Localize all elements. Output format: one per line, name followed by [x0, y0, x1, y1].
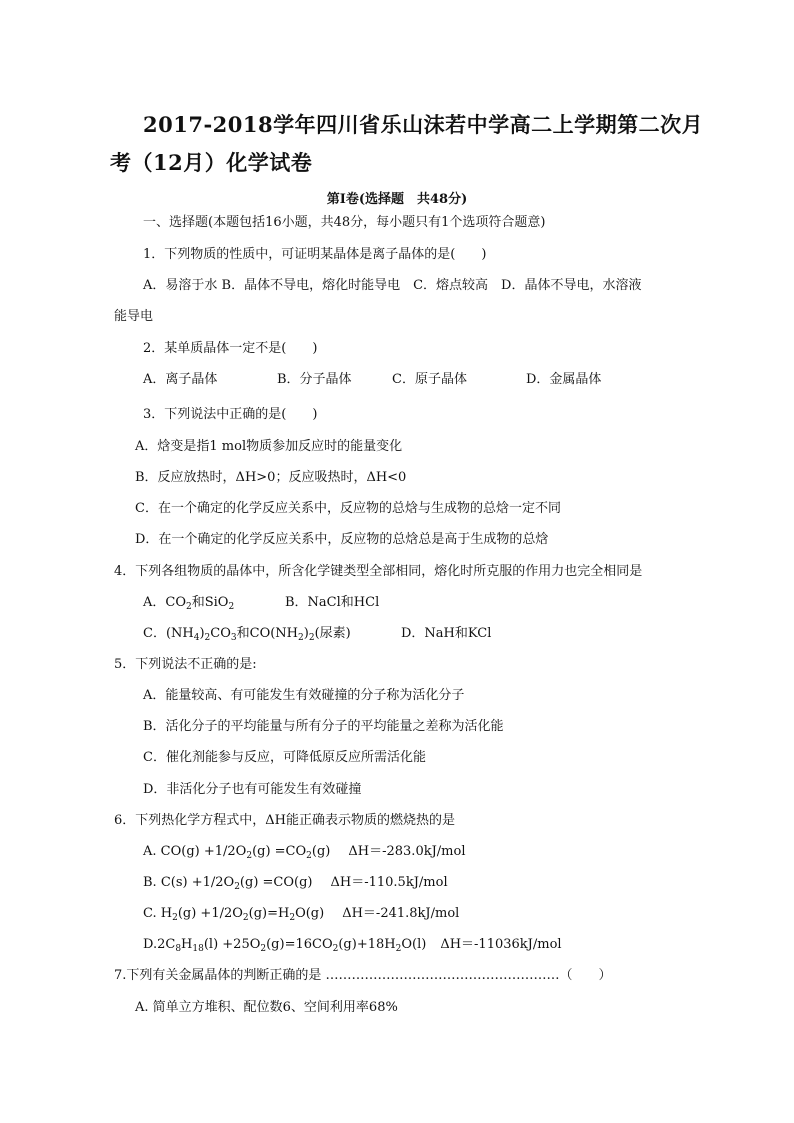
question-4-stem: 4．下列各组物质的晶体中，所含化学键类型全部相同，熔化时所克服的作用力也完全相同是 [114, 564, 643, 579]
question-2-option-a: A．离子晶体 [143, 372, 218, 387]
question-1-options-cont: 能导电 [114, 309, 154, 324]
question-3-option-c: C．在一个确定的化学反应关系中，反应物的总焓与生成物的总焓一定不同 [135, 501, 561, 516]
question-5-option-a: A．能量较高、有可能发生有效碰撞的分子称为活化分子 [143, 688, 465, 703]
question-1-options: A．易溶于水 B．晶体不导电，熔化时能导电 C．熔点较高 D．晶体不导电，水溶液 [143, 278, 642, 293]
question-1-stem: 1．下列物质的性质中，可证明某晶体是离子晶体的是( ) [143, 247, 487, 262]
question-2-option-b: B．分子晶体 [277, 372, 352, 387]
question-6-option-c: C. $H_2(g) +1/2O_2(g)=H_2O(g)$ ΔH＝-241.8kJ/mol [143, 906, 460, 923]
section-heading: 第Ⅰ卷(选择题 共48分) [326, 192, 468, 207]
instructions: 一、选择题(本题包括16小题，共48分，每小题只有1个选项符合题意) [143, 215, 546, 230]
question-4-option-b: B．NaCl和HCl [285, 595, 380, 610]
question-3-option-b: B．反应放热时，ΔH>0；反应吸热时，ΔH<0 [135, 470, 407, 485]
question-2-option-c: C．原子晶体 [392, 372, 467, 387]
question-5-stem: 5．下列说法不正确的是: [114, 657, 257, 672]
question-3-option-d: D．在一个确定的化学反应关系中，反应物的总焓总是高于生成物的总焓 [135, 532, 549, 547]
question-6-option-a: A. $CO(g) +1/2O_2(g) =CO_2(g)$ ΔH＝-283.0kJ/mol [143, 844, 466, 861]
question-6-option-d: $D.2C_8H_{18}(l) +25O_2(g)=16CO_2(g)+18H_2O(l)$ ΔH＝-11036kJ/mol [143, 937, 562, 954]
question-5-option-b: B．活化分子的平均能量与所有分子的平均能量之差称为活化能 [143, 719, 504, 734]
question-5-option-d: D．非活化分子也有可能发生有效碰撞 [143, 782, 362, 797]
question-2-stem: 2．某单质晶体一定不是( ) [143, 341, 318, 356]
question-5-option-c: C．催化剂能参与反应，可降低原反应所需活化能 [143, 750, 426, 765]
question-6-option-b: B. $C(s) +1/2O_2(g) =CO(g)$ ΔH＝-110.5kJ/mol [143, 875, 448, 892]
document-title-line-1: 2017-2018学年四川省乐山沫若中学高二上学期第二次月 [143, 112, 704, 137]
question-4-option-c: C．$(NH_4)_2CO_3$和$CO(NH_2)_2$(尿素) [143, 626, 351, 643]
document-title-line-2: 考（12月）化学试卷 [110, 150, 313, 175]
question-4-option-d: D．NaH和KCl [401, 626, 492, 641]
question-3-stem: 3．下列说法中正确的是( ) [143, 407, 318, 422]
question-2-option-d: D．金属晶体 [526, 372, 602, 387]
question-3-option-a: A．焓变是指1 mol物质参加反应时的能量变化 [135, 439, 403, 454]
question-6-stem: 6．下列热化学方程式中，ΔH能正确表示物质的燃烧热的是 [114, 813, 455, 828]
question-7-stem: 7.下列有关金属晶体的判断正确的是 ………………………………………………（ ） [114, 968, 612, 983]
question-7-option-a: A. 简单立方堆积、配位数6、空间利用率68% [135, 1000, 398, 1015]
question-4-option-a: A．$CO_2$和SiO$_2$ [143, 595, 235, 612]
